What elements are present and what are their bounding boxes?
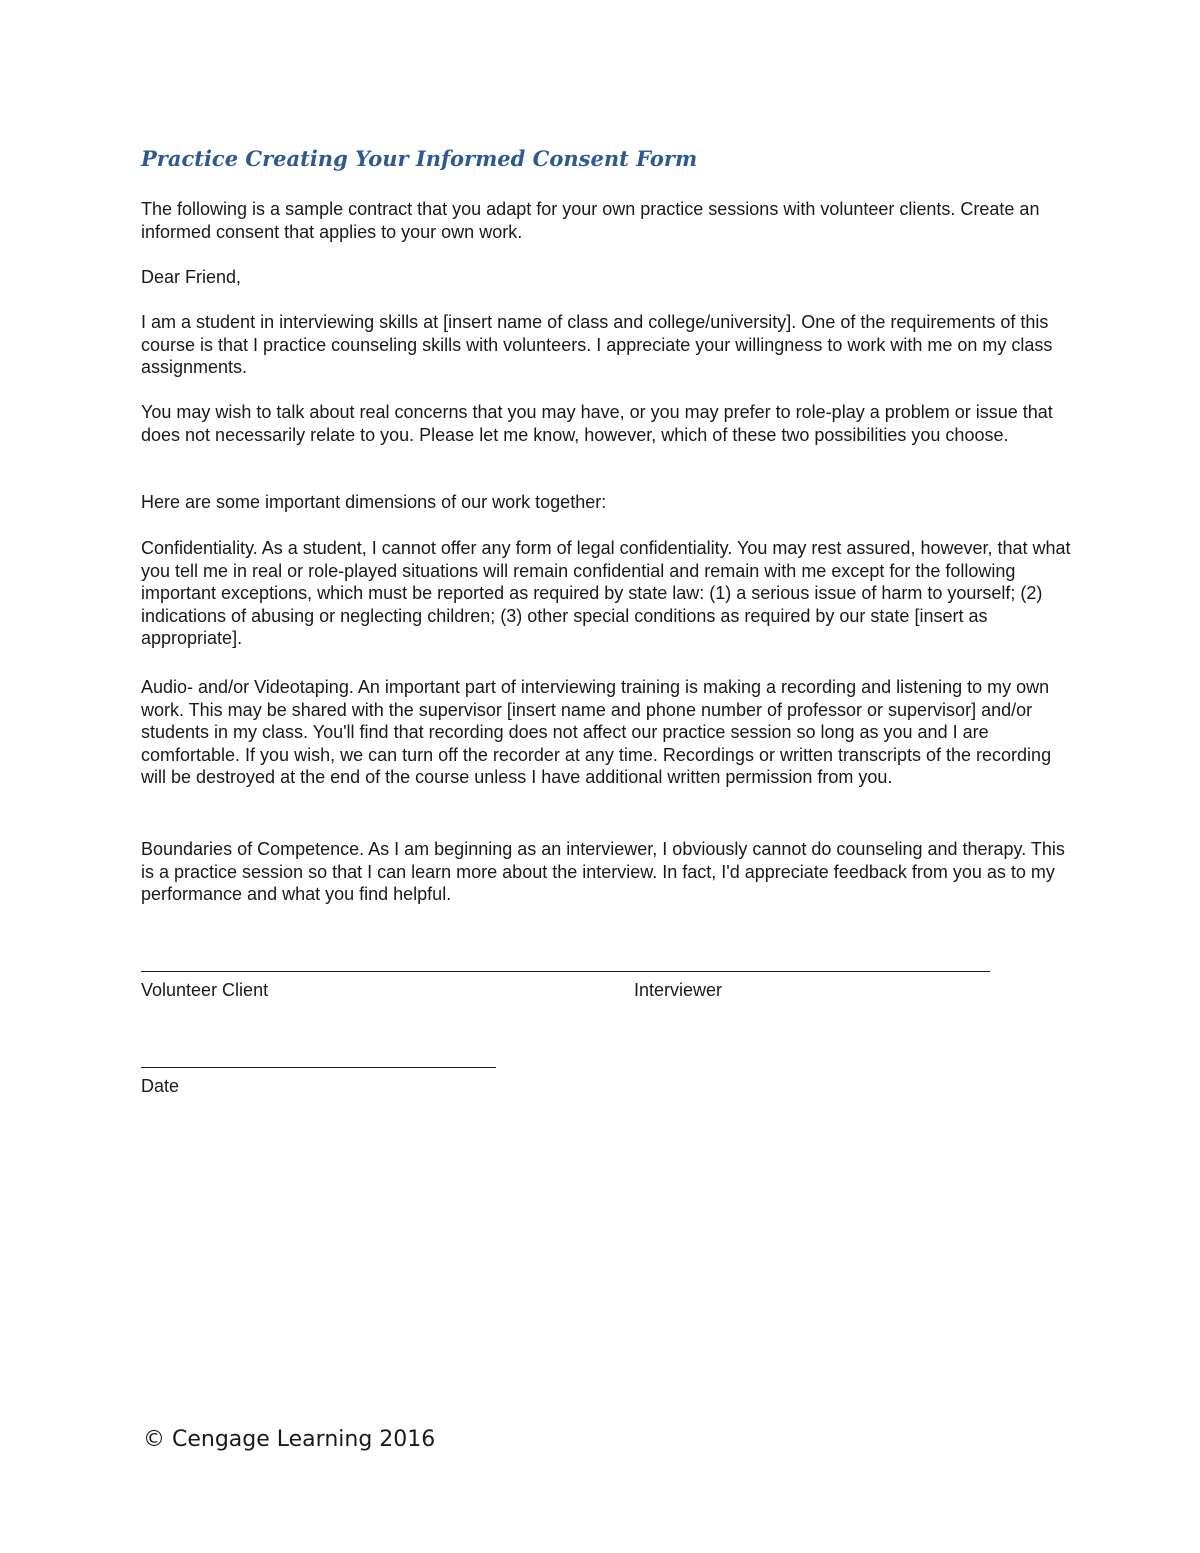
student-paragraph: I am a student in interviewing skills at [insert name of class and college/university]. One of the requirements of this course is that I practice counseling skills with volunteers. I appreciate your willingness to work with me on my class assignments.: [141, 312, 1053, 378]
signature-line-date: [141, 1067, 496, 1068]
intro-paragraph: The following is a sample contract that you adapt for your own practice sessions with volunteer clients. Create an informed consent that applies to your own work.: [141, 199, 1040, 242]
copyright-footer: © Cengage Learning 2016: [143, 1427, 436, 1452]
date-label: Date: [141, 1076, 180, 1096]
greeting-paragraph: Dear Friend,: [141, 267, 242, 287]
concerns-paragraph: You may wish to talk about real concerns that you may have, or you may prefer to role-play a problem or issue that does not necessarily relate to you. Please let me know, however, which of these two possibilities you choose.: [141, 402, 1053, 445]
dimensions-paragraph: Here are some important dimensions of our work together:: [141, 492, 607, 512]
document-title: Practice Creating Your Informed Consent Form: [141, 146, 698, 171]
volunteer-client-label: Volunteer Client: [141, 980, 269, 1000]
boundaries-paragraph: Boundaries of Competence. As I am beginning as an interviewer, I obviously cannot do counseling and therapy. This is a practice session so that I can learn more about the interview. In fact, I'd appreciate feedback from you as to my performance and what you find helpful.: [141, 839, 1065, 905]
signature-line-client-interviewer: [141, 971, 990, 972]
interviewer-label: Interviewer: [634, 980, 723, 1000]
audio-videotaping-paragraph: Audio- and/or Videotaping. An important part of interviewing training is making a recording and listening to my own work. This may be shared with the supervisor [insert name and phone number of professor or supervisor] and/or students in my class. You'll find that recording does not affect our practice session so long as you and I are comfortable. If you wish, we can turn off the recorder at any time. Recordings or written transcripts of the recording will be destroyed at the end of the course unless I have additional written permission from you.: [141, 677, 1052, 788]
confidentiality-paragraph: Confidentiality. As a student, I cannot offer any form of legal confidentiality. You may rest assured, however, that what you tell me in real or role-played situations will remain confidential and remain with me except for the following important exceptions, which must be reported as required by state law: (1) a serious issue of harm to yourself; (2) indications of abusing or neglecting children; (3) other special conditions as required by our state [insert as appropriate].: [141, 538, 1071, 649]
